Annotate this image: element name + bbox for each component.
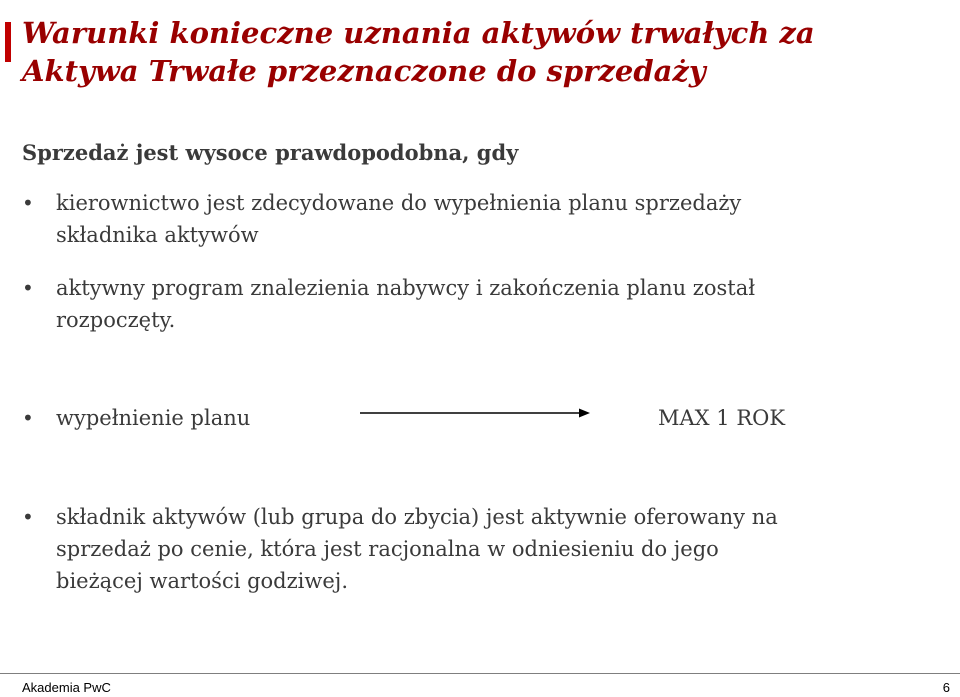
bullet-text-line: składnika aktywów (56, 223, 259, 247)
bullet-text-line: składnik aktywów (lub grupa do zbycia) jest aktywnie oferowany na (56, 505, 778, 529)
bullet-text (56, 501, 936, 597)
slide-title (22, 14, 815, 90)
bullet-dot: • (22, 406, 34, 430)
plan-duration-result: MAX 1 ROK (658, 406, 786, 430)
right-arrow-icon (360, 407, 590, 419)
subheading: Sprzedaż jest wysoce prawdopodobna, gdy (22, 140, 519, 165)
footer-divider (0, 673, 960, 674)
bullet-dot: • (22, 191, 34, 215)
footer-brand: Akademia PwC (22, 680, 111, 695)
bullet-text-line: sprzedaż po cenie, która jest racjonalna w odniesieniu do jego (56, 537, 719, 561)
bullet-text-line: bieżącej wartości godziwej. (56, 569, 348, 593)
bullet-text (56, 272, 936, 336)
bullet-dot: • (22, 505, 34, 529)
page-number: 6 (942, 680, 950, 695)
bullet-text (56, 187, 936, 251)
bullet-item-4 (22, 501, 936, 597)
bullet-text-line: kierownictwo jest zdecydowane do wypełnienia planu sprzedaży (56, 191, 742, 215)
bullet-text-line: wypełnienie planu (56, 406, 251, 430)
bullet-item-2 (22, 272, 936, 336)
bullet-text-line: rozpoczęty. (56, 308, 176, 332)
bullet-item-1 (22, 187, 936, 251)
bullet-text-line: aktywny program znalezienia nabywcy i zakończenia planu został (56, 276, 756, 300)
bullet-dot: • (22, 276, 34, 300)
title-accent-bar (5, 22, 11, 62)
slide-title-line-1: Warunki konieczne uznania aktywów trwałych za (22, 16, 815, 50)
slide-title-line-2: Aktywa Trwałe przeznaczone do sprzedaży (22, 54, 706, 88)
